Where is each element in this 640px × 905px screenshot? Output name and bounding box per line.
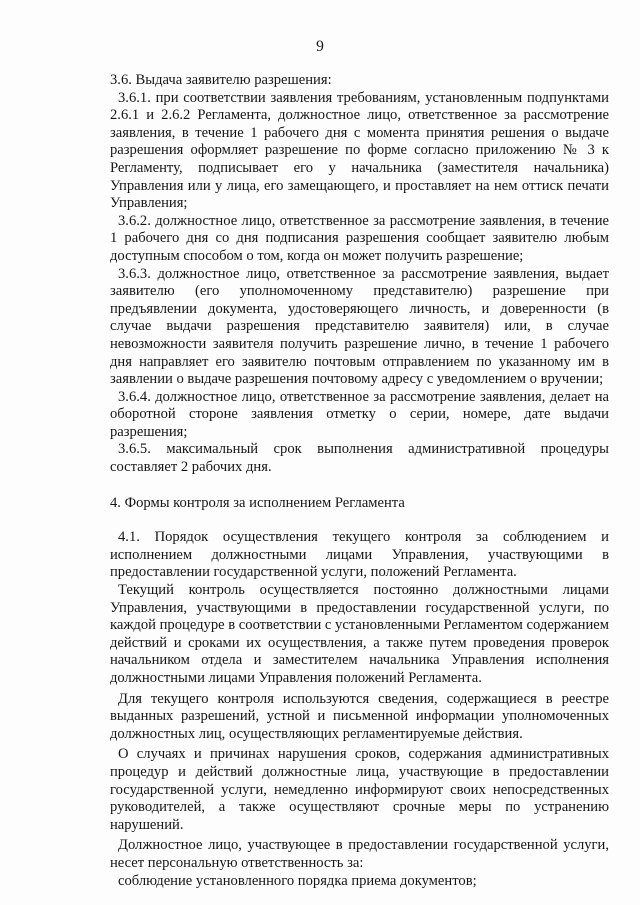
section-3-6-title: 3.6. Выдача заявителю разрешения: — [110, 72, 332, 88]
paragraph-3-6-4: 3.6.4. должностное лицо, ответственное за рассмотрение заявления, делает на оборотной стороне заявления отметку о серии, номере, дате выдачи разрешения; — [110, 388, 609, 440]
paragraph-violations: О случаях и причинах нарушения сроков, содержания административных процедур и действий должностные лица, участвующие в предоставлении государственной услуги, немедленно информируют своих непосредственных руководителей, а также осуществляют срочные меры по устранению нарушений. — [110, 746, 609, 833]
paragraph-3-6-1: 3.6.1. при соответствии заявления требованиям, установленным подпунктами 2.6.1 и 2.6.2 Регламента, должностное лицо, ответственное за рассмотрение заявления, в течение 1 рабочего дня с момента принятия решения о выдаче разрешения оформляет разрешение по форме согласно приложению № 3 к Регламенту, подписывает его у начальника (заместителя начальника) Управления или у лица, его замещающего, и проставляет на нем оттиск печати Управления; — [110, 89, 609, 212]
paragraph-3-6-5: 3.6.5. максимальный срок выполнения административной процедуры составляет 2 рабочих дня. — [110, 441, 609, 476]
document-body — [110, 72, 609, 890]
paragraph-3-6-3: 3.6.3. должностное лицо, ответственное за рассмотрение заявления, выдает заявителю (его уполномоченному представителю) разрешение при предъявлении документа, удостоверяющего личность, и доверенности (в случае выдачи разрешения представителю заявителя) или, в случае невозможности заявителя получить разрешение лично, в течение 1 рабочего дня направляет его заявителю почтовым отправлением по указанному им в заявлении о выдаче разрешения почтовому адресу с уведомлением о вручении; — [110, 265, 609, 388]
paragraph-current-control: Текущий контроль осуществляется постоянно должностными лицами Управления, участвующими в предоставлении государственной услуги, по каждой процедуре в соответствии с установленными Регламентом содержанием действий и сроками их осуществления, а также путем проведения проверок начальником отдела и заместителем начальника Управления исполнения должностными лицами Управления положений Регламента. — [110, 582, 609, 686]
paragraph-3-6-2: 3.6.2. должностное лицо, ответственное за рассмотрение заявления, в течение 1 рабочего дня со дня подписания разрешения сообщает заявителю любым доступным способом о том, когда он может получить разрешение; — [110, 212, 609, 264]
section-4-heading: 4. Формы контроля за исполнением Регламента — [110, 494, 405, 511]
page-number: 9 — [316, 38, 324, 55]
paragraph-control-information: Для текущего контроля используются сведения, содержащиеся в реестре выданных разрешений, устной и письменной информации уполномоченных должностных лиц, осуществляющих регламентируемые действия. — [110, 690, 609, 742]
paragraph-document-acceptance: соблюдение установленного порядка приема документов; — [118, 872, 477, 889]
paragraph-4-1: 4.1. Порядок осуществления текущего контроля за соблюдением и исполнением должностными лицами Управления, участвующими в предоставлении государственной услуги, положений Регламента. — [110, 529, 609, 581]
paragraph-responsibility: Должностное лицо, участвующее в предоставлении государственной услуги, несет персональную ответственность за: — [110, 837, 609, 871]
